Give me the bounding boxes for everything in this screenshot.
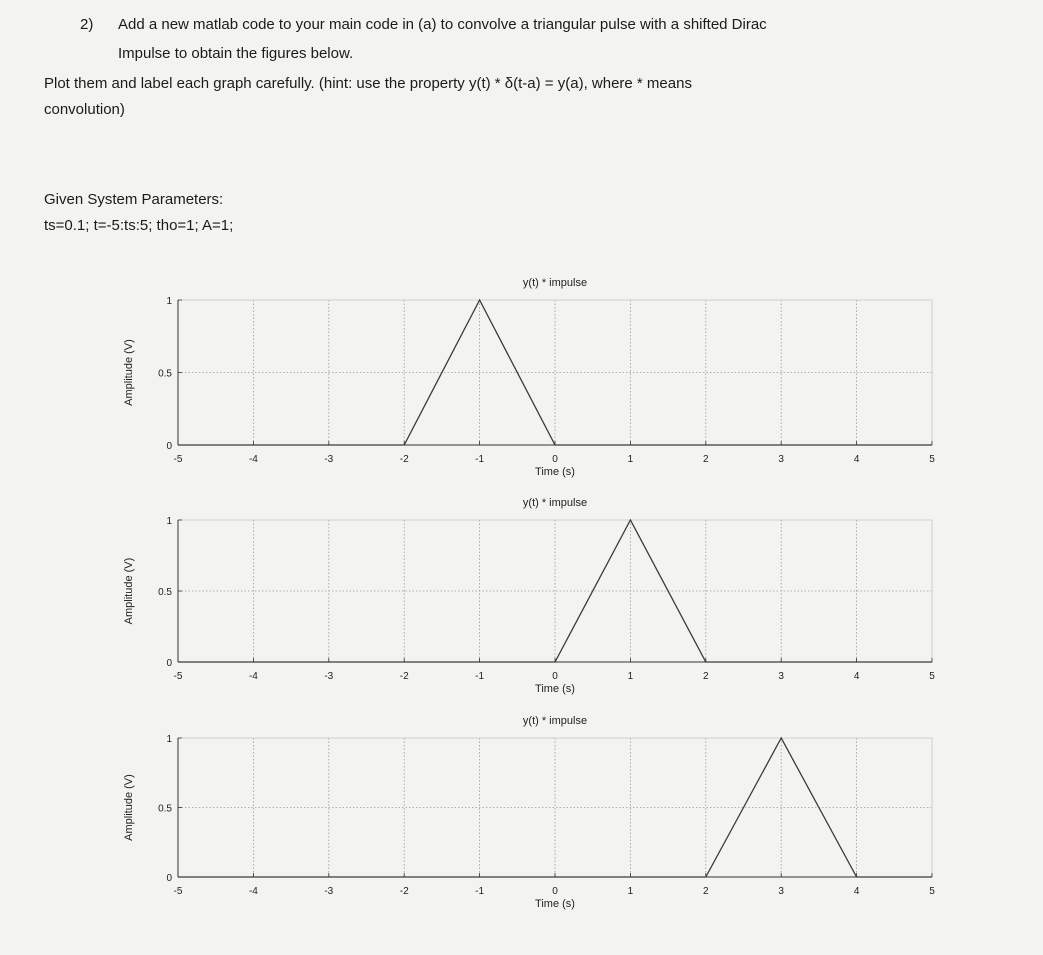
y-tick-label: 0 <box>166 658 172 669</box>
x-tick-label: 1 <box>627 671 634 682</box>
x-tick-label: -4 <box>248 671 258 682</box>
x-tick-label: 4 <box>853 886 860 897</box>
x-tick-label: 0 <box>552 454 558 465</box>
x-tick-label: 3 <box>778 886 784 897</box>
question-text-line-3: Plot them and label each graph carefully. (hint: use the property y(t) * δ(t-a) = y(a), where * means <box>44 75 692 92</box>
x-tick-label: -5 <box>173 454 183 465</box>
x-tick-label: 0 <box>552 886 558 897</box>
x-tick-label: 2 <box>703 886 709 897</box>
x-tick-label: 3 <box>778 454 784 465</box>
x-tick-label: -4 <box>248 886 258 897</box>
x-tick-label: -3 <box>324 671 334 682</box>
y-tick-label: 0 <box>166 441 172 452</box>
x-tick-label: -2 <box>399 886 409 897</box>
x-tick-label: 0 <box>552 671 558 682</box>
x-tick-label: 5 <box>929 671 935 682</box>
x-tick-label: -3 <box>324 454 334 465</box>
x-tick-label: -4 <box>248 454 258 465</box>
x-tick-label: 4 <box>853 671 860 682</box>
y-axis-label: Amplitude (V) <box>123 774 135 841</box>
y-axis-label: Amplitude (V) <box>123 557 135 625</box>
chart-title: y(t) * impulse <box>522 715 588 727</box>
question-text-line-1: Add a new matlab code to your main code in (a) to convolve a triangular pulse with a shifted Dirac <box>118 16 767 33</box>
x-tick-label: 1 <box>627 886 634 897</box>
parameters-heading: Given System Parameters: <box>44 191 224 208</box>
x-tick-label: 5 <box>929 454 935 465</box>
y-tick-label: 0.5 <box>158 803 172 815</box>
y-axis-label: Amplitude (V) <box>123 339 135 406</box>
x-tick-label: -1 <box>475 886 485 897</box>
x-tick-label: 2 <box>703 671 709 682</box>
x-tick-label: 4 <box>853 454 860 465</box>
y-tick-label: 1 <box>166 734 172 745</box>
x-tick-label: 3 <box>778 671 784 682</box>
x-tick-label: 5 <box>929 886 935 897</box>
x-tick-label: -3 <box>324 886 334 897</box>
y-tick-label: 0.5 <box>158 368 172 380</box>
subplot-1 <box>123 277 935 478</box>
x-axis-label: Time (s) <box>535 898 575 910</box>
question-text-line-4: convolution) <box>44 101 125 118</box>
parameters-values: ts=0.1; t=-5:ts:5; tho=1; A=1; <box>44 217 234 234</box>
x-axis-label: Time (s) <box>535 683 575 695</box>
y-tick-label: 0.5 <box>158 587 172 598</box>
x-tick-label: -2 <box>399 671 409 682</box>
question-number: 2) <box>80 16 94 33</box>
x-tick-label: -1 <box>475 671 485 682</box>
chart-title: y(t) * impulse <box>522 277 588 289</box>
x-tick-label: -5 <box>173 671 183 682</box>
subplot-2 <box>123 497 935 695</box>
subplot-3 <box>123 715 935 910</box>
x-tick-label: -5 <box>173 886 183 897</box>
question-text-line-2: Impulse to obtain the figures below. <box>118 45 354 62</box>
x-tick-label: -2 <box>399 454 409 465</box>
x-tick-label: 2 <box>703 454 709 465</box>
x-tick-label: 1 <box>627 454 634 465</box>
y-tick-label: 1 <box>166 516 172 527</box>
y-tick-label: 1 <box>166 296 172 307</box>
y-tick-label: 0 <box>166 873 172 884</box>
x-axis-label: Time (s) <box>535 466 575 478</box>
x-tick-label: -1 <box>475 454 485 465</box>
chart-title: y(t) * impulse <box>522 497 588 509</box>
